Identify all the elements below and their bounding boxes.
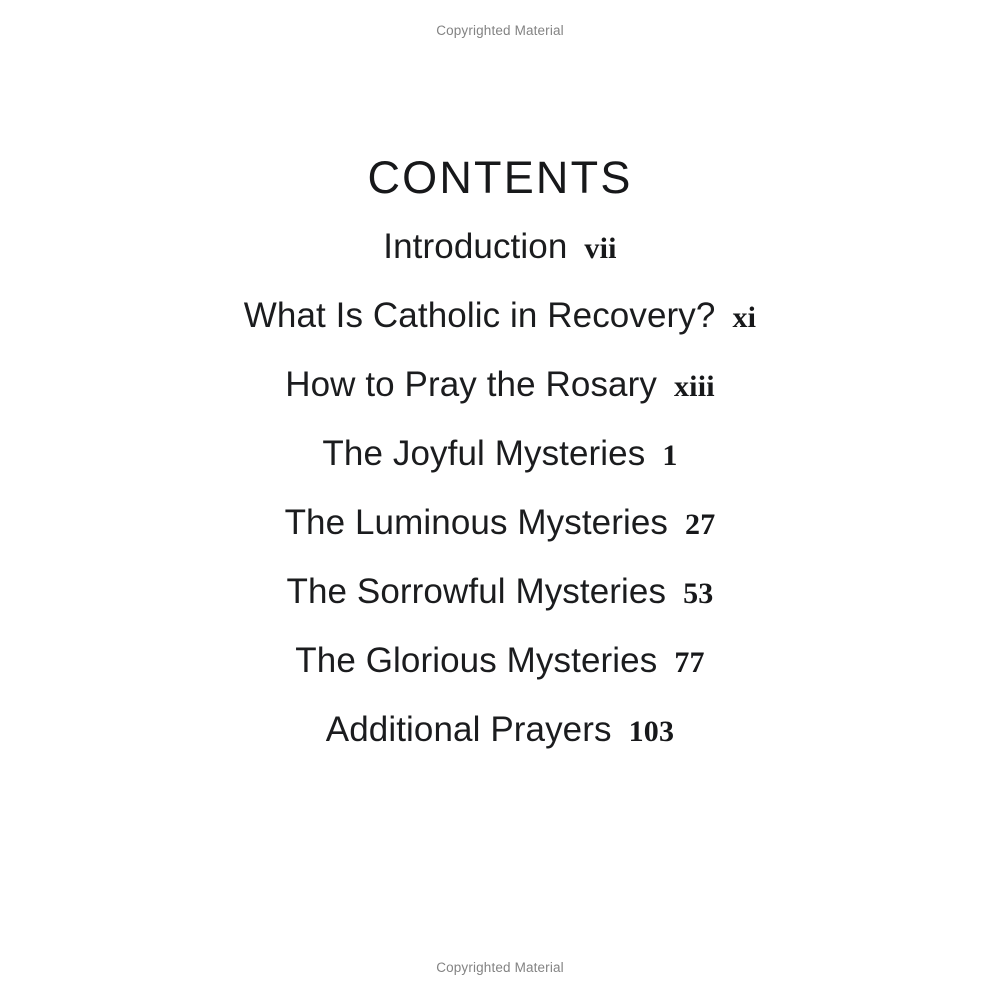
toc-entry-inner [295,626,704,702]
toc-entry-inner [286,557,713,633]
toc-entry-title: The Sorrowful Mysteries [286,572,667,611]
toc-entry-page-number: xi [732,301,757,334]
copyright-watermark-top: Copyrighted Material [436,23,564,38]
toc-entry[interactable] [0,281,1000,350]
toc-entry-inner [285,488,716,564]
toc-entry[interactable] [0,557,1000,626]
toc-entry-title: The Luminous Mysteries [284,503,669,542]
toc-entry[interactable] [0,350,1000,419]
toc-entry-title: How to Pray the Rosary [285,365,657,404]
toc-entry[interactable] [0,626,1000,695]
table-of-contents-list [0,212,1000,764]
toc-entry[interactable] [0,212,1000,281]
toc-entry[interactable] [0,419,1000,488]
toc-entry-page-number: xiii [673,370,715,403]
toc-entry-page-number: 27 [685,508,716,541]
toc-entry-page-number: 53 [683,577,714,610]
toc-entry-title: The Joyful Mysteries [322,434,646,473]
toc-entry-page-number: 103 [628,715,675,748]
toc-entry-title: Additional Prayers [325,710,612,749]
page-title: CONTENTS [367,152,633,204]
toc-entry-inner [244,281,756,357]
toc-entry-page-number: vii [584,232,617,265]
toc-entry-title: What Is Catholic in Recovery? [243,296,716,335]
toc-entry-inner [322,419,677,495]
toc-entry-title: The Glorious Mysteries [295,641,658,680]
toc-entry-title: Introduction [383,227,568,266]
toc-entry[interactable] [0,488,1000,557]
toc-entry-inner [326,695,674,771]
toc-entry-inner [383,212,616,288]
copyright-watermark-bottom: Copyrighted Material [436,960,564,975]
toc-entry[interactable] [0,695,1000,764]
toc-entry-inner [285,350,715,426]
toc-entry-page-number: 1 [662,439,678,472]
toc-entry-page-number: 77 [674,646,705,679]
